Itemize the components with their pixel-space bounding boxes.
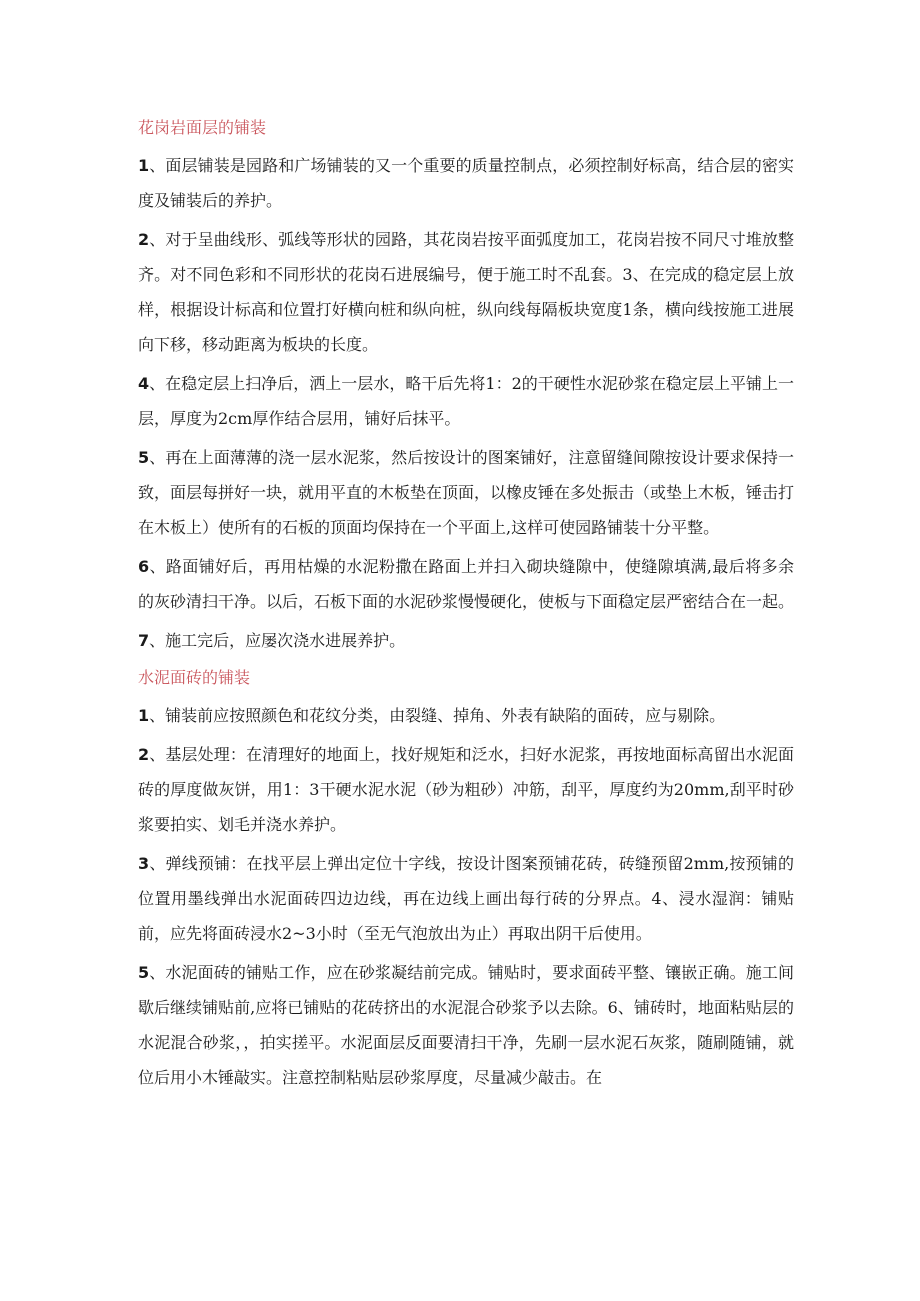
paragraph-text: 、面层铺装是园路和广场铺装的又一个重要的质量控制点，必须控制好标高，结合层的密实度及铺装后的养护。	[138, 156, 794, 210]
paragraph-text: 、路面铺好后，再用枯燥的水泥粉撒在路面上并扫入砌块缝隙中，使缝隙填满,最后将多余的灰砂清扫干净。以后，石板下面的水泥砂浆慢慢硬化，使板与下面稳定层严密结合在一起。	[138, 557, 795, 611]
paragraph-number: 3	[138, 854, 150, 873]
section-granite-paving	[138, 112, 794, 658]
paragraph	[138, 955, 794, 1095]
paragraph	[138, 440, 794, 545]
paragraph	[138, 846, 794, 951]
paragraph	[138, 549, 794, 619]
paragraph-text: 、铺装前应按照颜色和花纹分类，由裂缝、掉角、外表有缺陷的面砖，应与剔除。	[149, 706, 726, 725]
paragraph	[138, 148, 794, 218]
paragraph	[138, 737, 794, 842]
section-heading: 水泥面砖的铺装	[138, 668, 251, 687]
paragraph-text: 、再在上面薄薄的浇一层水泥浆，然后按设计的图案铺好，注意留缝间隙按设计要求保持一致，面层每拼好一块，就用平直的木板垫在顶面，以橡皮锤在多处振击（或垫上木板，锤击打在木板上）使所有的石板的顶面均保持在一个平面上,这样可使园路铺装十分平整。	[138, 448, 795, 537]
paragraph-number: 2	[138, 745, 150, 764]
paragraph	[138, 222, 794, 362]
paragraph-number: 1	[138, 156, 150, 175]
paragraph-text: 、对于呈曲线形、弧线等形状的园路，其花岗岩按平面弧度加工，花岗岩按不同尺寸堆放整齐。对不同色彩和不同形状的花岗石进展编号，便于施工时不乱套。3、在完成的稳定层上放样，根据设计标高和位置打好横向桩和纵向桩，纵向线每隔板块宽度1条，横向线按施工进展向下移，移动距离为板块的长度。	[138, 230, 794, 354]
paragraph-number: 5	[138, 963, 150, 982]
paragraph-number: 5	[138, 448, 150, 467]
paragraph-text: 、弹线预铺：在找平层上弹出定位十字线，按设计图案预铺花砖，砖缝预留2mm,按预铺的位置用墨线弹出水泥面砖四边边线，再在边线上画出每行砖的分界点。4、浸水湿润：铺贴前，应先将面砖浸水2~3小时（至无气泡放出为止）再取出阴干后使用。	[138, 854, 794, 943]
paragraph-number: 2	[138, 230, 150, 249]
paragraph-number: 6	[138, 557, 150, 576]
paragraph	[138, 366, 794, 436]
paragraph-number: 4	[138, 374, 150, 393]
paragraph	[138, 623, 794, 658]
paragraph	[138, 698, 794, 733]
section-cement-tile-paving	[138, 662, 794, 1095]
paragraph-text: 、在稳定层上扫净后，洒上一层水，略干后先将1：2的干硬性水泥砂浆在稳定层上平铺上一层，厚度为2cm厚作结合层用，铺好后抹平。	[138, 374, 794, 428]
paragraph-text: 、施工完后，应屡次浇水进展养护。	[149, 631, 406, 650]
section-heading: 花岗岩面层的铺装	[138, 118, 267, 137]
paragraph-text: 、基层处理：在清理好的地面上，找好规矩和泛水，扫好水泥浆，再按地面标高留出水泥面砖的厚度做灰饼，用1：3干硬水泥水泥（砂为粗砂）冲筋，刮平，厚度约为20mm,刮平时砂浆要拍实、划毛并浇水养护。	[138, 745, 794, 834]
paragraph-number: 7	[138, 631, 150, 650]
paragraph-text: 、水泥面砖的铺贴工作，应在砂浆凝结前完成。铺贴时，要求面砖平整、镶嵌正确。施工间歇后继续铺贴前,应将已铺贴的花砖挤出的水泥混合砂浆予以去除。6、铺砖时，地面粘贴层的水泥混合砂浆，，拍实搓平。水泥面层反面要清扫干净，先刷一层水泥石灰浆，随刷随铺，就位后用小木锤敲实。注意控制粘贴层砂浆厚度，尽量减少敲击。在	[138, 963, 794, 1087]
document-body	[138, 112, 794, 1099]
paragraph-number: 1	[138, 706, 150, 725]
